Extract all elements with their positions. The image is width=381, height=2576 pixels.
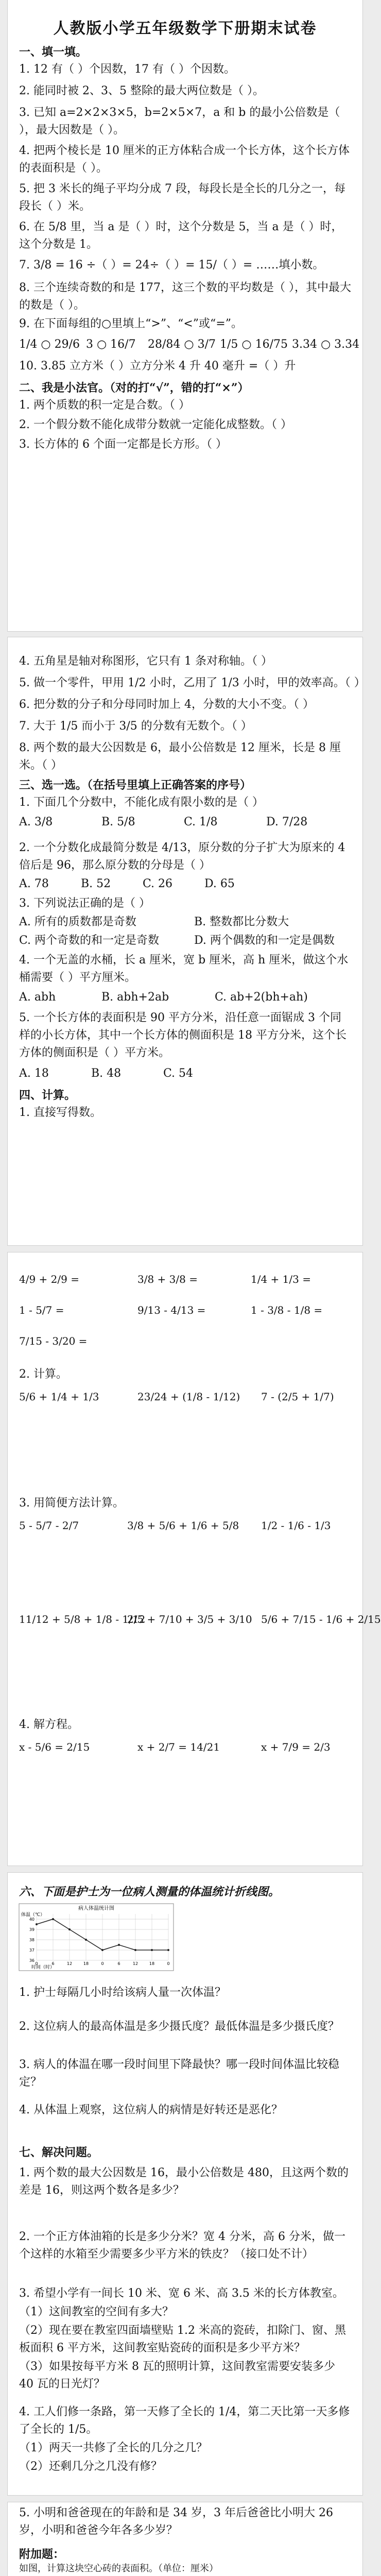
page-4 (7, 1872, 363, 2496)
calc2-label: 2. 计算。 (19, 1368, 67, 1381)
calc-item: 1 - 5/7 = (19, 1304, 64, 1316)
chart-point (151, 1949, 153, 1951)
x-tick-label: 0 (101, 1961, 104, 1966)
choose-q1: 1. 下面几个分数中，不能化成有限小数的是（ ） (19, 796, 264, 809)
option: B. abh+2ab (101, 991, 169, 1004)
choose-q4: 4. 一个无盖的水桶，长 a 厘米，宽 b 厘米，高 h 厘米，做这个水桶需要（ ）平方厘米。 (19, 954, 349, 984)
calc-item: 1 - 3/8 - 1/8 = (251, 1304, 323, 1316)
option: A. 所有的质数都是奇数 (19, 916, 136, 928)
compare-item: 3.34 ○ 3.34 (292, 338, 360, 351)
choose-q5: 5. 一个长方体的表面积是 90 平方分米，沿任意一面锯成 3 个同样的小长方体，其中一个长方体的侧面积是 18 平方分米，这个长方体的侧面积是（ ）平方米。 (19, 1011, 347, 1059)
y-tick-label: 40 (29, 1917, 34, 1922)
option: B. 整数都比分数大 (194, 916, 289, 928)
x-tick-label: 0 (167, 1961, 170, 1966)
section-solve: 七、解决问题。 (19, 2146, 99, 2159)
solve-q3-3: （3）如果按每平方米 8 瓦的照明计算，这间教室需要安装多少 40 瓦的日光灯？ (19, 2360, 335, 2391)
compare-item: 1/4 ○ 29/6 (19, 338, 80, 351)
option: C. 54 (163, 1067, 194, 1080)
chart-xlabel: 时间（时） (31, 1965, 55, 1970)
option: A. abh (19, 991, 56, 1004)
y-tick-label: 37 (29, 1948, 34, 1953)
calc1-label: 1. 直接写得数。 (19, 1106, 101, 1119)
x-tick-label: 6 (117, 1961, 120, 1966)
calc-item: 7 - (2/5 + 1/7) (261, 1391, 334, 1403)
option: C. 1/8 (184, 816, 218, 828)
option: A. 78 (19, 877, 49, 890)
section-extra: 附加题： (19, 2548, 65, 2561)
section-calc: 四、计算。 (19, 1089, 76, 1102)
option: A. 18 (19, 1067, 49, 1080)
temperature-chart (19, 1904, 174, 1973)
calc-item: 2/5 + 7/10 + 3/5 + 3/10 (127, 1613, 252, 1625)
option: A. 3/8 (19, 816, 53, 828)
calc-item: 9/13 - 4/13 = (137, 1304, 206, 1316)
fill-q6: 6. 在 5/8 里，当 a 是（ ）时，这个分数是 5，当 a 是（ ）时，这个分数是 1。 (19, 221, 343, 251)
judge-q5: 5. 做一个零件，甲用 1/2 小时，乙用了 1/3 小时，甲的效率高。（ ） (19, 676, 366, 689)
y-tick-label: 36 (29, 1958, 34, 1963)
chart-point (134, 1949, 136, 1951)
calc-item: 23/24 + (1/8 - 1/12) (137, 1391, 240, 1403)
fill-q8: 8. 三个连续奇数的和是 177，这三个数的平均数是（ ），其中最大的数是（ ）。 (19, 281, 351, 312)
calc-item: x + 2/7 = 14/21 (137, 1741, 220, 1753)
chart-q1: 1. 护士每隔几小时给该病人量一次体温？ (19, 1986, 226, 1999)
section-choose: 三、选一选。（在括号里填上正确答案的序号） (19, 778, 252, 792)
calc-item: x - 5/6 = 2/15 (19, 1741, 90, 1753)
chart-point (52, 1918, 54, 1920)
choose-q2: 2. 一个分数化成最简分数是 4/13，原分数的分子扩大为原来的 4 倍后是 96，那么原分数的分母是（ ） (19, 841, 345, 872)
fill-q4: 4. 把两个棱长是 10 厘米的正方体粘合成一个长方体，这个长方体的表面积是（ ）。 (19, 144, 350, 175)
judge-q2: 2. 一个假分数不能化成带分数就一定能化成整数。（ ） (19, 418, 292, 431)
x-tick-label: 12 (132, 1961, 138, 1966)
solve-q4-2: （2）还剩几分之几没有修？ (19, 2460, 162, 2473)
calc-item: 1/2 - 1/6 - 1/3 (261, 1519, 331, 1532)
judge-q1: 1. 两个质数的积一定是合数。（ ） (19, 399, 190, 412)
calc4-label: 4. 解方程。 (19, 1718, 79, 1731)
option: B. 52 (81, 877, 111, 890)
x-tick-label: 18 (83, 1961, 89, 1966)
solve-q3-1: （1）这间教室的空间有多大？ (19, 2306, 174, 2318)
chart-point (101, 1949, 103, 1951)
option: C. ab+2(bh+ah) (215, 991, 308, 1004)
chart-q2: 2. 这位病人的最高体温是多少摄氏度？最低体温是多少摄氏度？ (19, 2020, 339, 2033)
fill-q10: 10. 3.85 立方米（ ）立方分米 4 升 40 毫升 =（ ）升 (19, 360, 296, 372)
x-tick-label: 0 (35, 1961, 38, 1966)
fill-q9: 9. 在下面每组的○里填上“>”、“<”或“=”。 (19, 317, 243, 330)
calc-item: 3/8 + 5/6 + 1/6 + 5/8 (127, 1519, 239, 1532)
calc-item: 5/6 + 7/15 - 1/6 + 2/15 (261, 1613, 381, 1625)
calc-item: 5 - 5/7 - 2/7 (19, 1519, 79, 1532)
calc-item: 5/6 + 1/4 + 1/3 (19, 1391, 99, 1403)
compare-item: 28/84 ○ 3/7 (148, 338, 216, 351)
option: D. 65 (204, 877, 235, 890)
judge-q7: 7. 大于 1/5 而小于 3/5 的分数有无数个。（ ） (19, 720, 252, 733)
solve-q2: 2. 一个正方体油箱的长是多少分米？宽 4 分米，高 6 分米，做一个这样的水箱至少需要多少平方米的铁皮？（接口处不计） (19, 2230, 345, 2261)
solve-q4: 4. 工人们修一条路，第一天修了全长的 1/4，第二天比第一天多修了全长的 1/5。 (19, 2405, 350, 2436)
solve-q3-2: （2）现在要在教室四面墙壁贴 1.2 米高的瓷砖，扣除门、窗、黑板面积 6 平方米，这间教室贴瓷砖的面积是多少平方米？ (19, 2324, 346, 2354)
page-5 (7, 2502, 363, 2576)
calc-item: 3/8 + 3/8 = (137, 1273, 198, 1285)
section-fill: 一、填一填。 (19, 45, 88, 59)
solve-q3: 3. 希望小学有一间长 10 米、宽 6 米、高 3.5 米的长方体教室。 (19, 2287, 344, 2300)
chart-point (68, 1928, 71, 1930)
option: D. 两个偶数的和一定是偶数 (194, 934, 335, 947)
option: C. 26 (143, 877, 173, 890)
chart-point (118, 1944, 120, 1946)
calc-item: 1/4 + 1/3 = (251, 1273, 311, 1285)
chart-q3: 3. 病人的体温在哪一段时间里下降最快？哪一段时间体温比较稳定？ (19, 2058, 339, 2089)
page-title: 人教版小学五年级数学下册期末试卷 (53, 20, 317, 38)
fill-q2: 2. 能同时被 2、3、5 整除的最大两位数是（ ）。 (19, 84, 264, 97)
chart-ylabel: 体温（℃） (21, 1912, 45, 1918)
judge-q3: 3. 长方体的 6 个面一定都是长方形。（ ） (19, 438, 227, 451)
chart-point (85, 1939, 87, 1941)
chart-point (36, 1923, 38, 1925)
chart-q4: 4. 从体温上观察，这位病人的病情是好转还是恶化？ (19, 2104, 283, 2116)
judge-q4: 4. 五角星是轴对称图形，它只有 1 条对称轴。（ ） (19, 655, 272, 668)
x-tick-label: 6 (51, 1961, 55, 1966)
page-2 (7, 637, 366, 1246)
compare-item: 3 ○ 16/7 (86, 338, 136, 351)
option: C. 两个奇数的和一定是奇数 (19, 934, 160, 947)
chart-svg (19, 1904, 174, 1971)
calc-item: 11/12 + 5/8 + 1/8 - 1/12 (19, 1613, 146, 1625)
chart-title: 病人体温统计图 (78, 1906, 114, 1911)
y-tick-label: 39 (29, 1927, 34, 1932)
choose-q3: 3. 下列说法正确的是（ ） (19, 897, 150, 910)
judge-q6: 6. 把分数的分子和分母同时加上 4，分数的大小不变。（ ） (19, 698, 314, 711)
judge-q8: 8. 两个数的最大公因数是 6，最小公倍数是 12 厘米，长是 8 厘米。（ ） (19, 741, 341, 772)
extra-q: 如图，计算这块空心砖的表面积。（单位：厘米） (19, 2563, 218, 2574)
fill-q7: 7. 3/8 = 16 ÷（ ）= 24÷（ ）= 15/（ ）= ……填小数。 (19, 259, 324, 272)
solve-q1: 1. 两个数的最大公因数是 16，最小公倍数是 480，且这两个数的差是 16，则这两个数各是多少？ (19, 2166, 349, 2197)
section-judge: 二、我是小法官。（对的打“√”，错的打“×”） (19, 381, 249, 395)
solve-q4-1: （1）两天一共修了全长的几分之几？ (19, 2442, 207, 2454)
fill-q5: 5. 把 3 米长的绳子平均分成 7 段，每段长是全长的几分之一，每段长（ ）米。 (19, 182, 345, 213)
compare-item: 1/5 ○ 16/75 (220, 338, 288, 351)
option: B. 48 (91, 1067, 122, 1080)
x-tick-label: 18 (149, 1961, 155, 1966)
y-tick-label: 38 (29, 1938, 34, 1942)
calc-item: 4/9 + 2/9 = (19, 1273, 79, 1285)
fill-q3: 3. 已知 a=2×2×3×5，b=2×5×7，a 和 b 的最小公倍数是（ ），最大因数是（ ）。 (19, 106, 340, 137)
fill-q1: 1. 12 有（ ）个因数，17 有（ ）个因数。 (19, 63, 235, 76)
page-1 (7, 0, 363, 632)
x-tick-label: 12 (66, 1961, 73, 1966)
calc-item: x + 7/9 = 2/3 (261, 1741, 331, 1753)
calc3-label: 3. 用简便方法计算。 (19, 1497, 124, 1510)
option: B. 5/8 (101, 816, 135, 828)
page-3 (7, 1252, 381, 1866)
option: D. 7/28 (266, 816, 308, 828)
section-chart: 六、下面是护士为一位病人测量的体温统计折线图。 (19, 1885, 280, 1899)
chart-point (167, 1949, 169, 1951)
solve-q5: 5. 小明和爸爸现在的年龄和是 34 岁，3 年后爸爸比小明大 26 岁，小明和爸爸今年各多少岁？ (19, 2506, 333, 2537)
calc-item: 7/15 - 3/20 = (19, 1335, 88, 1347)
